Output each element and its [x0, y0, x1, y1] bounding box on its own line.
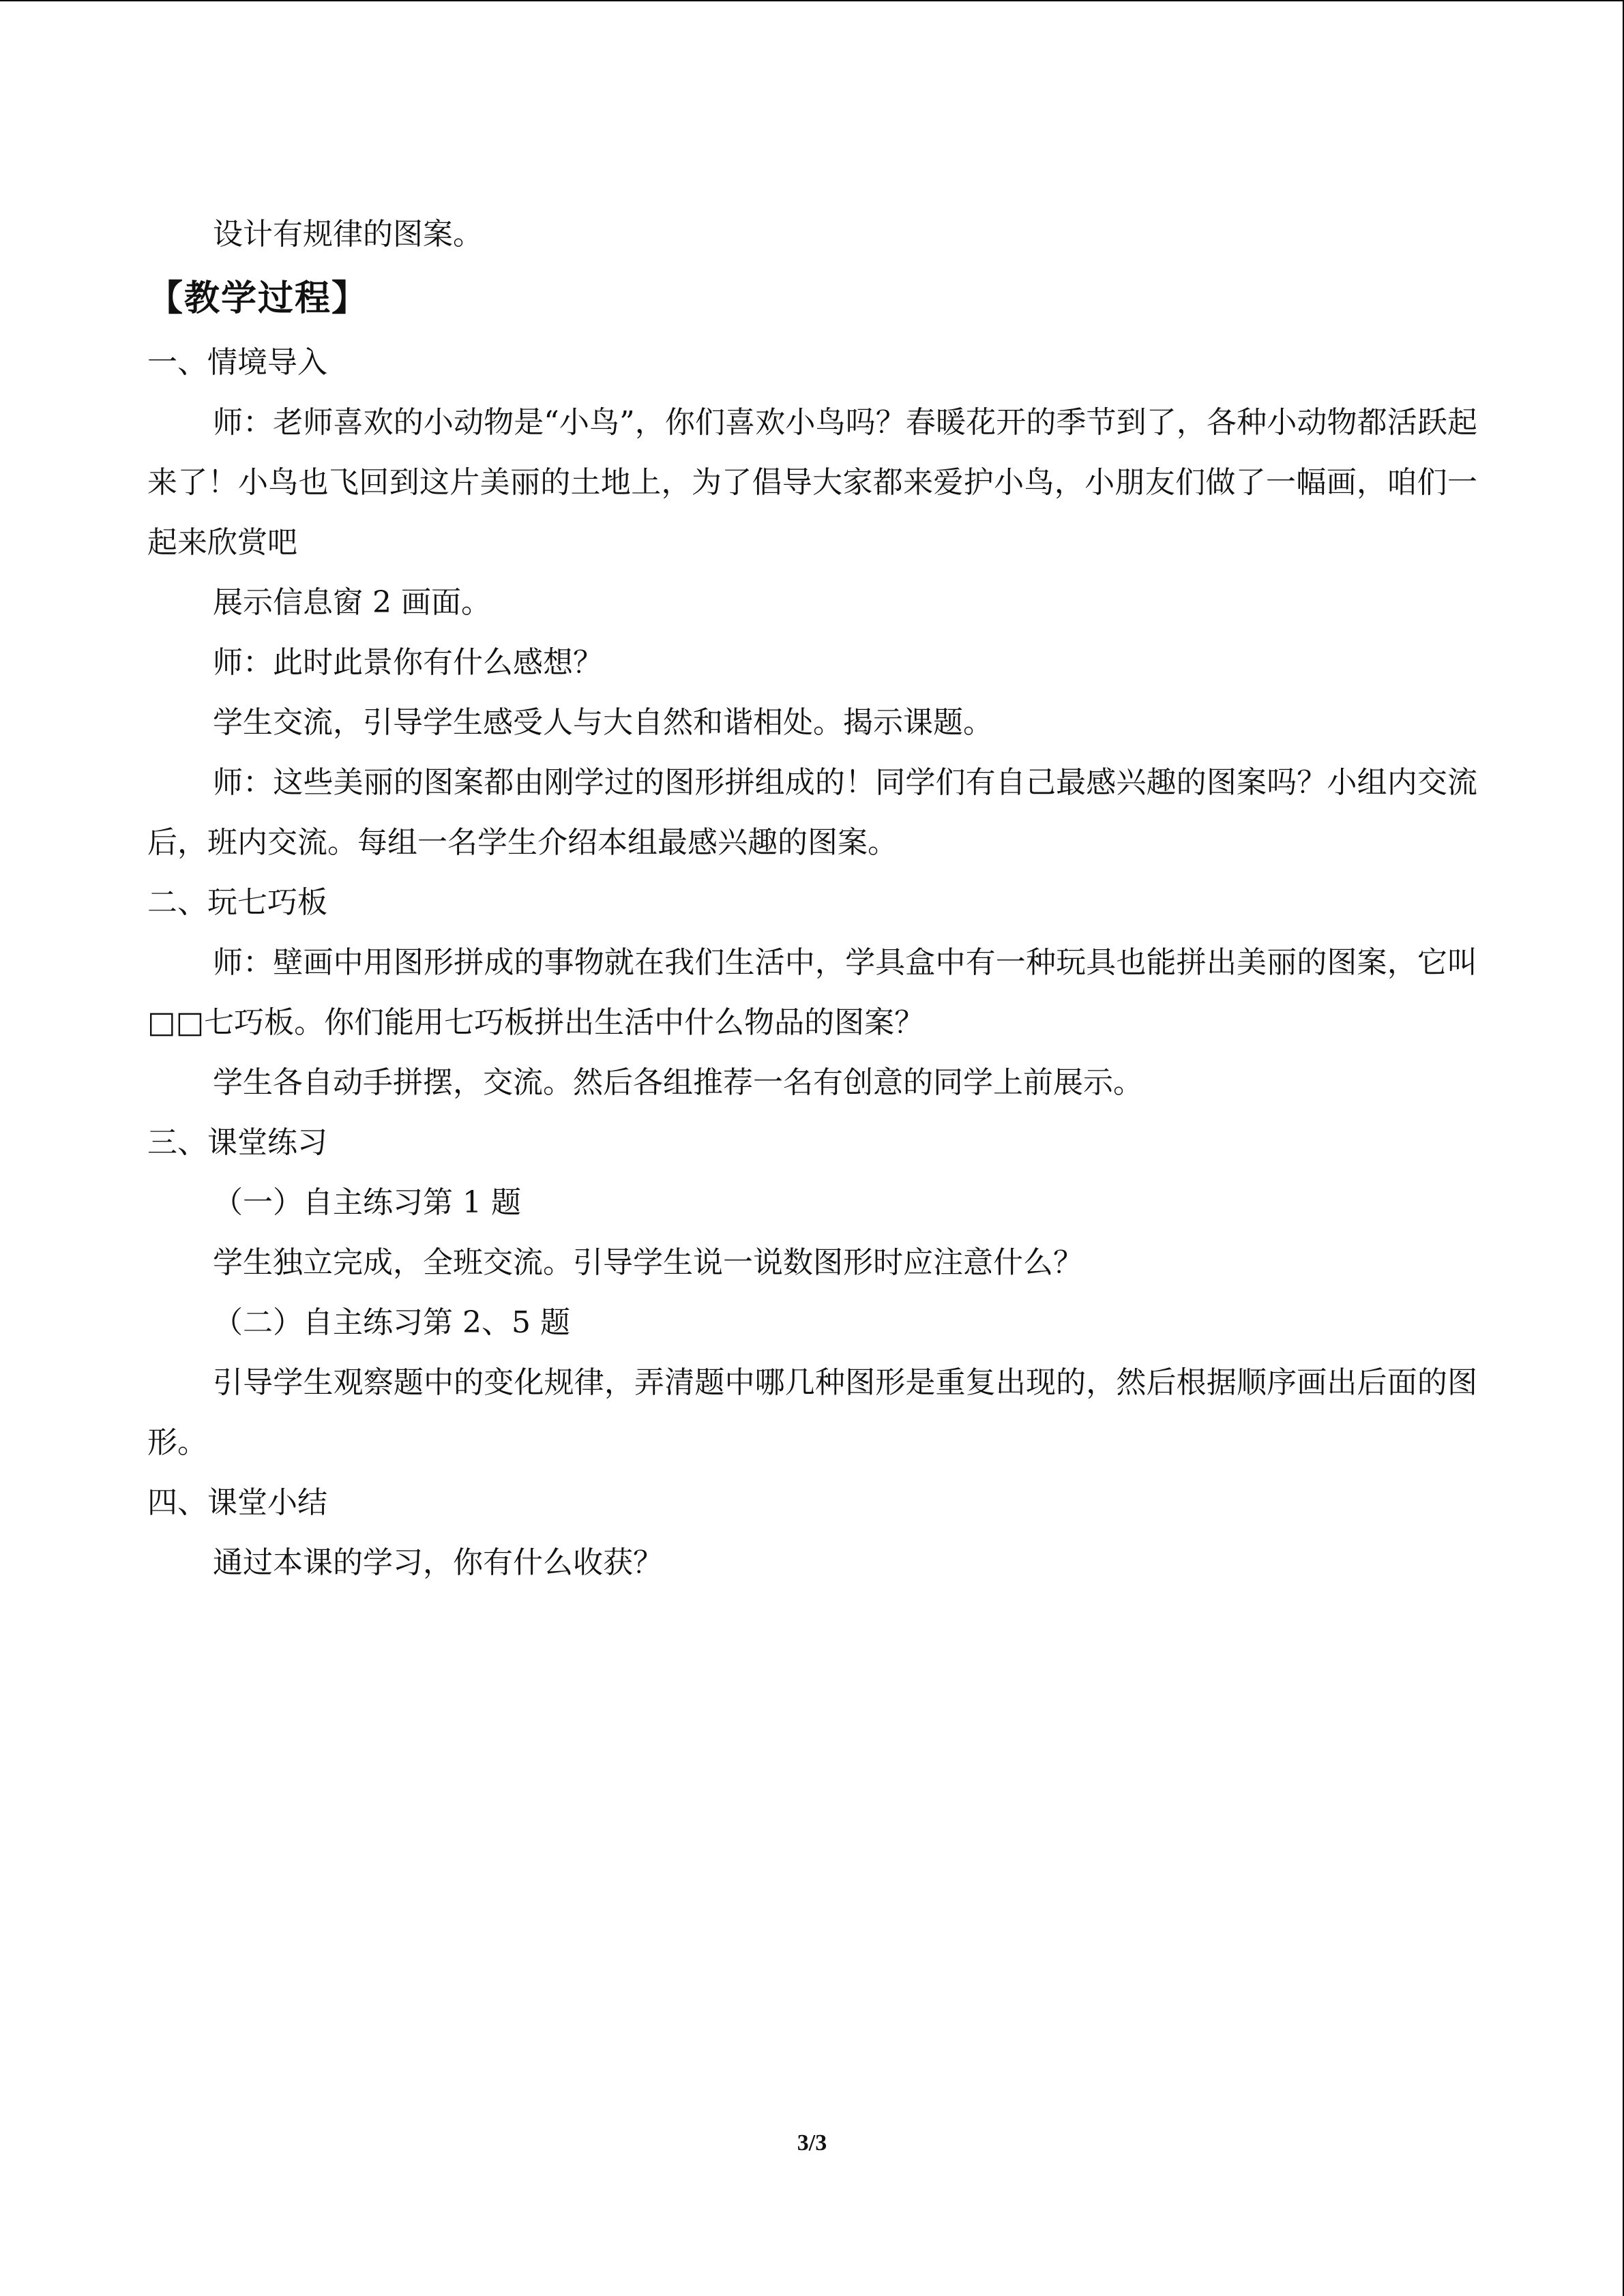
- section-title: 三、课堂练习: [147, 1125, 327, 1160]
- section-4: [147, 1473, 1477, 1593]
- paragraph: 学生交流，引导学生感受人与大自然和谐相处。揭示课题。: [213, 705, 993, 740]
- section-title: 四、课堂小结: [147, 1485, 327, 1520]
- paragraph: 师：此时此景你有什么感想？: [213, 645, 603, 680]
- paragraph: （一）自主练习第 1 题: [213, 1185, 521, 1220]
- section-title: 二、玩七巧板: [147, 885, 327, 920]
- document-body: [147, 205, 1477, 1593]
- paragraph: （二）自主练习第 2、5 题: [213, 1305, 570, 1340]
- section-title: 一、情境导入: [147, 345, 327, 380]
- section-3: [147, 1113, 1477, 1473]
- paragraph: 展示信息窗 2 画面。: [213, 585, 491, 620]
- section-heading-teaching-process: 【教学过程】: [147, 278, 369, 319]
- paragraph: 通过本课的学习，你有什么收获？: [213, 1545, 663, 1580]
- paragraph: 学生各自动手拼摆，交流。然后各组推荐一名有创意的同学上前展示。: [213, 1065, 1143, 1100]
- paragraph: 引导学生观察题中的变化规律，弄清题中哪几种图形是重复出现的，然后根据顺序画出后面的图形。: [147, 1365, 1477, 1460]
- paragraph: 师：这些美丽的图案都由刚学过的图形拼组成的！同学们有自己最感兴趣的图案吗？小组内交流后，班内交流。每组一名学生介绍本组最感兴趣的图案。: [147, 765, 1477, 860]
- page-number: 3/3: [797, 2130, 827, 2156]
- section-2: [147, 873, 1477, 1113]
- paragraph: 师：老师喜欢的小动物是“小鸟”，你们喜欢小鸟吗？春暖花开的季节到了，各种小动物都活跃起来了！小鸟也飞回到这片美丽的土地上，为了倡导大家都来爱护小鸟，小朋友们做了一幅画，咱们一起来欣赏吧: [147, 405, 1477, 560]
- intro-line: 设计有规律的图案。: [213, 217, 483, 252]
- section-1: [147, 333, 1477, 873]
- paragraph: 师：壁画中用图形拼成的事物就在我们生活中，学具盒中有一种玩具也能拼出美丽的图案，它叫□□七巧板。你们能用七巧板拼出生活中什么物品的图案？: [147, 945, 1477, 1040]
- paragraph: 学生独立完成，全班交流。引导学生说一说数图形时应注意什么？: [213, 1245, 1083, 1280]
